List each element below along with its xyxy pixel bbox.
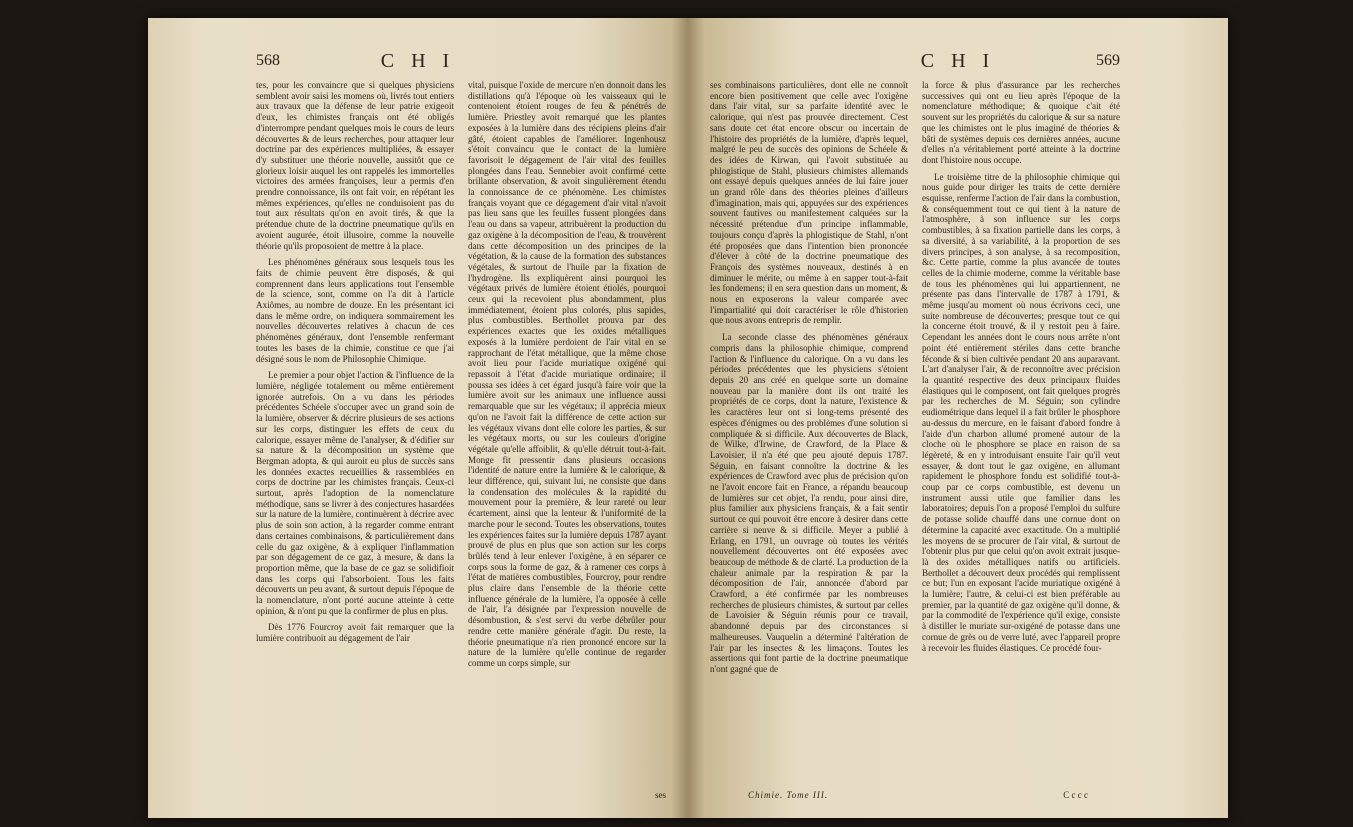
right-page (688, 18, 1228, 818)
right-page-header (688, 52, 1228, 76)
right-page-number: 569 (1096, 52, 1120, 69)
left-catchword: ses (655, 790, 666, 800)
paragraph: Les phénomènes généraux sous lesquels tous les faits de chimie peuvent être disposés, & qui comprennent dans leurs applications tout l'ensemble de la science, sont, comme on l'a dit à l'article Axiômes, au nombre de douze. En les présentant ici dans le même ordre, on indiquera sommairement les nouvelles découvertes relatives à chacun de ces phénomènes généraux, dont l'ensemble renfermant toutes les bases de la chimie, constitue ce que j'ai désigné sous le nom de Philosophie Chimique. (256, 257, 454, 364)
paragraph: ses combinaisons particulières, dont elle ne connoît encore bien positivement que celle avec l'oxigène dans l'air vital, sur sa parfaite identité avec le calorique, qui n'est pas prouvée directement. C'est sans doute cet état encore obscur ou incertain de l'histoire des propriétés de la lumière, d'après lequel, malgré le peu de succès des opinions de Schéele & des idées de Kirwan, qui l'avoit substituée au phlogistique de Stahl, plusieurs chimistes allemands ont essayé depuis quelques années de lui faire jouer un grand rôle dans des théories pleines d'ailleurs d'imagination, mais qui, appuyées sur des expériences souvent fautives ou manifestement calquées sur la nécessité prétendue d'un principe inflammable, toujours conçu d'après la phlogistique de Stahl, n'ont été proposées que dans l'intention bien prononcée d'élever à côté de la doctrine pneumatique des François des systèmes nouveaux, destinés à en diminuer le mérite, ou même à en sapper tout-à-fait les fondemens; il en sera question dans un moment, & nous en exposerons la valeur comparée avec l'impartialité qui doit caractériser le rôle d'historien que nous avons entrepris de remplir. (710, 80, 908, 326)
paragraph: la force & plus d'assurance par les recherches successives qui ont eu lieu après l'époque de la nomenclature méthodique; & quoique c'ait été souvent sur les propriétés du calorique & sur sa nature que les chimistes ont le plus imaginé de théories & bâti de systèmes depuis ces dernières années, aucune d'elles n'a véritablement porté atteinte à la doctrine dont l'histoire nous occupe. (922, 80, 1120, 165)
paragraph: Le premier a pour objet l'action & l'influence de la lumière, négligée totalement ou même entièrement ignorée autrefois. On a vu dans les périodes précédentes Schéele s'occuper avec un grand soin de la lumière, observer & décrire plusieurs de ses actions sur les corps, distinguer les effets de ceux du calorique, essayer même de l'analyser, & d'édifier sur sa nature & la décomposition un système que Bergman adopta, & qui auroit eu plus de succès sans les données exactes recueillies & rassemblées en corps de doctrine par les chimistes français. Ceux-ci surtout, après l'adoption de la nomenclature méthodique, sans se livrer à des conjectures hasardées sur la nature de la lumière, continuèrent à décrire avec plus de soin son action, à la regarder comme entrant dans certaines combinaisons, & particulièrement dans celle du gaz oxigène, & à expliquer l'inflammation par son dégagement de ce gaz, à mesure, & dans la proportion même, que la base de ce gaz se solidifioit dans les corps qui l'absorboient. Tous les faits découverts un peu avant, & surtout depuis l'époque de la nomenclature, n'ont porté aucune atteinte à cette opinion, & n'ont pu que la confirmer de plus en plus. (256, 370, 454, 616)
signature-mark: Chimie. Tome III. (748, 790, 829, 800)
paragraph: La seconde classe des phénomènes généraux compris dans la philosophie chimique, comprend l'action & l'influence du calorique. On a vu dans les périodes précédentes que les physiciens s'étoient depuis 20 ans créé en quelque sorte un domaine nouveau par la manière dont ils ont traité les propriétés de ce corps, dont la nature, l'existence & les caractères leur ont si long-tems présenté des espèces d'énigmes ou des problèmes d'une solution si compliquée & si difficile. Aux découvertes de Black, de Wilke, d'Irwine, de Crawford, de la Place & Lavoisier, il n'a été que peu ajouté depuis 1787. Séguin, en faisant connoître la doctrine & les expériences de Crawford avec plus de précision qu'on ne l'avoit encore fait en France, a répandu beaucoup de lumières sur cet objet, l'a rendu, pour ainsi dire, plus familier aux physiciens français, & a fait sentir surtout ce qui pouvoit être encore à desirer dans cette carrière si neuve & si difficile. Meyer a publié à Erlang, en 1791, un ouvrage où toutes les vérités nouvellement découvertes ont été exposées avec beaucoup de méthode & de clarté. La production de la chaleur animale par la respiration & par la décomposition de l'air, annoncée d'abord par Crawford, a été confirmée par les nombreuses recherches de plusieurs chimistes, & surtout par celles de Lavoisier & Séguin réunis pour ce travail, abandonné depuis par des circonstances si malheureuses. Vauquelin a déterminé l'altération de l'air par les insectes & les limaçons. Toutes les assertions qui font partie de la doctrine pneumatique n'ont gagné que de (710, 332, 908, 674)
paragraph: tes, pour les convaincre que si quelques physiciens semblent avoir saisi les momens où, livrés tout entiers aux travaux que la défense de leur patrie exigeoit d'eux, les chimistes français ont été obligés d'interrompre pendant quelques mois le cours de leurs découvertes & de leurs recherches, pour attaquer leur doctrine par des expériences multipliées, & essayer d'y substituer une théorie nouvelle, aussitôt que ce glorieux loisir auquel les ont rappelés les immortelles victoires des armées françoises, leur a permis d'en prendre connoissance, ils ont fait voir, en répétant les mêmes expériences, qu'elles ne conduisoient pas du tout aux résultats qu'on en avoit tirés, & que la prétendue chute de la doctrine pneumatique qu'ils en avoient augurée, étoit illusoire, comme la nouvelle théorie qu'ils proposoient de mettre à la place. (256, 80, 454, 251)
paragraph: Dès 1776 Fourcroy avoit fait remarquer que la lumière contribuoit au dégagement de l'air (256, 622, 454, 644)
left-page-number: 568 (256, 52, 280, 69)
book-spread (148, 18, 1228, 818)
left-column-1 (256, 80, 454, 784)
right-column-1 (710, 80, 908, 784)
left-page (148, 18, 688, 818)
left-page-header (148, 52, 688, 76)
paragraph: vital, puisque l'oxide de mercure n'en donnoit dans les distillations qu'à l'époque où les vaisseaux qui le contenoient étoient rouges de feu & pénétrés de lumière. Priestley avoit remarqué que les plantes exposées à la lumière dans des récipiens pleins d'air gâté, étoient capables de l'améliorer. Ingenhousz s'étoit convaincu que le contact de la lumière favorisoit le dégagement de l'air vital des feuilles plongées dans l'eau. Sennebier avoit confirmé cette brillante observation, & avoit singulièrement étendu la connoissance de ce phénomène. Les chimistes français voyant que ce dégagement d'air vital n'avoit pas lieu sans que les feuilles fussent plongées dans l'eau ou dans sa vapeur, attribuèrent la production du gaz oxigène à la décomposition de l'eau, & trouvèrent dans cette décomposition un des principes de la végétation, & la cause de la formation des substances végétales, & surtout de l'huile par la fixation de l'hydrogène. Ils expliquèrent ainsi pourquoi les végétaux privés de lumière étoient étiolés, pourquoi ceux qui la recevoient plus abondamment, plus immédiatement, étoient plus colorés, plus sapides, plus combustibles. Berthollet prouva par des expériences exactes que les oxides métalliques exposés à la lumière perdoient de l'air vital en se rapprochant de l'état métallique, que la même chose avoit lieu pour l'acide muriatique oxigéné qui repassoit à l'état d'acide muriatique ordinaire; il poussa ses idées à cet égard jusqu'à faire voir que la lumière avoit sur les animaux une influence aussi remarquable que sur les végétaux; il apprécia mieux qu'on ne l'avoit fait la différence de cette action sur les végétaux vivans dont elle colore les parties, & sur les végétaux morts, ou sur les couleurs d'origine végétale qu'elle affoiblit, & qu'elle détruit tout-à-fait. Monge fit pressentir dans plusieurs occasions l'identité de nature entre la lumière & le calorique, & leur différence, qui, suivant lui, ne consiste que dans la condensation des molécules & la rapidité du mouvement pour la première, & leur rareté ou leur écartement, ainsi que la lenteur & l'uniformité de la marche pour le second. Toutes les observations, toutes les expériences faites sur la lumière depuis 1787 ayant prouvé de plus en plus que son action sur les corps brûlés tend à leur enlever l'oxigène, à en séparer ce corps sous la forme de gaz, & à ramener ces corps à l'état de matières combustibles, Fourcroy, pour rendre plus claire dans l'ensemble de la théorie cette influence générale de la lumière, l'a opposée à celle de l'air, l'a désignée par l'expression nouvelle de désombustion, & s'est servi du verbe débrûler pour rendre cette manière générale d'agir. Du reste, la théorie pneumatique n'a rien prononcé encore sur la nature de la lumière qu'elle continue de regarder comme un corps simple, sur (468, 80, 666, 668)
left-column-2 (468, 80, 666, 784)
right-catchword: C c c c (1063, 790, 1088, 800)
left-running-head: C H I (380, 50, 456, 72)
paragraph: Le troisième titre de la philosophie chimique qui nous guide pour diriger les traits de cette dernière esquisse, renferme l'action de l'air dans la combustion, & conséquemment tout ce qui tient à la nature de l'atmosphère, à son influence sur les corps combustibles, à sa fixation partielle dans les corps, à sa diversité, à sa variabilité, à la proportion de ses divers principes, à son analyse, à sa recomposition, &c. Cette partie, comme la plus avancée de toutes celles de la chimie moderne, comme la véritable base de tous les phénomènes qui lui appartiennent, ne présente pas dans l'intervalle de 1787 à 1791, & même jusqu'au moment où nous écrivons ceci, une suite nombreuse de découvertes; presque tout ce qui la concerne étoit trouvé, & il y restoit peu à faire. Cependant les années dont le cours nous arrête n'ont point été entièrement stériles dans cette branche féconde & si bien cultivée pendant 20 ans auparavant. L'art d'analyser l'air, & de reconnoître avec précision la quantité respective des deux principaux fluides élastiques qui le composent, ont fait quelques progrès par les recherches de M. Séguin; son cylindre eudiométrique dans lequel il a fait brûler le phosphore au-dessus du mercure, en le faisant d'abord fondre à l'aide d'un charbon allumé promené autour de la cloche où le phosphore se place en raison de sa légèreté, & en y introduisant ensuite l'air qu'il veut essayer, & dont tout le gaz oxigène, en allumant rapidement le phosphore fondu est solidifié tout-à-coup par ce corps combustible, est devenu un instrument aussi utile que familier dans les laboratoires; depuis l'on a proposé l'emploi du sulfure de potasse solide chauffé dans une cornue dont on détermine la capacité avec exactitude. On a multiplié les moyens de se procurer de l'air vital, & surtout de l'obtenir plus pur que celui qu'on avoit extrait jusque-là des oxides métalliques natifs ou artificiels. Berthollet a découvert deux procédés qui remplissent ce but; l'un en exposant l'acide muriatique oxigéné à la lumière; l'autre, & celui-ci est bien préférable au premier, par la quantité de gaz oxigène qu'il donne, & par la commodité de l'expérience qu'il exige, consiste à distiller le muriate sur-oxigéné de potasse dans une cornue de grès ou de verre luté, avec l'appareil propre à recevoir les fluides élastiques. Ce procédé four- (922, 171, 1120, 653)
left-page-columns (256, 80, 666, 784)
right-running-head: C H I (920, 50, 996, 72)
right-column-2 (922, 80, 1120, 784)
right-page-columns (710, 80, 1120, 784)
